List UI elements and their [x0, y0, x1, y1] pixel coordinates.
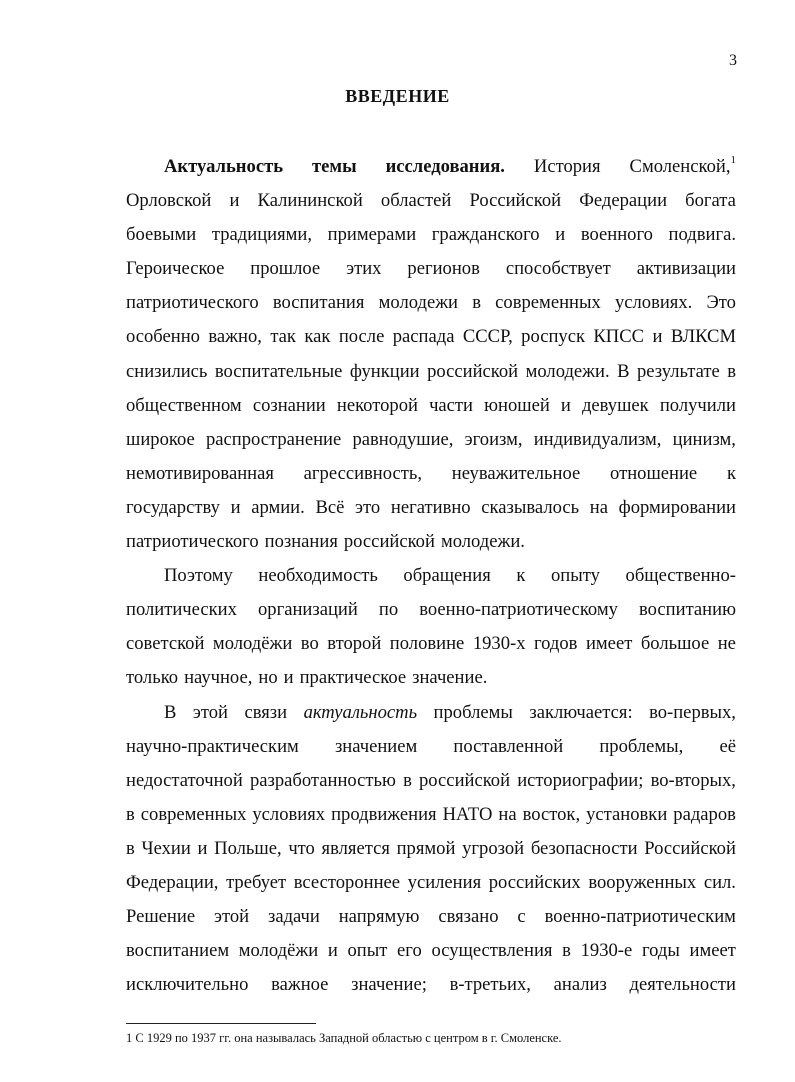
word: большое: [640, 633, 710, 655]
word: Всё: [315, 496, 345, 518]
word: воспитанию: [639, 599, 736, 621]
word: способствует: [505, 258, 611, 280]
word: распространение: [205, 428, 342, 450]
word: во-вторых,: [650, 769, 736, 791]
word: Федерации,: [126, 871, 219, 893]
text-line: [126, 559, 736, 593]
word: воспитательные: [214, 360, 343, 382]
page-number: 3: [729, 52, 737, 69]
word: российской: [427, 360, 519, 382]
word: имеет: [585, 633, 633, 655]
word: необходимость: [258, 565, 378, 587]
word: второй: [327, 633, 382, 655]
word: как: [304, 326, 331, 348]
text-line: [126, 320, 736, 354]
word: её: [719, 735, 736, 757]
word: недостаточной: [126, 769, 243, 791]
text-line: [126, 627, 736, 661]
word: этих: [346, 258, 382, 280]
word: советской: [126, 633, 205, 655]
word: государству: [126, 496, 220, 518]
text-line: [126, 457, 736, 491]
word: вооруженных: [588, 871, 697, 893]
text-line: [126, 832, 736, 866]
word: и: [229, 190, 240, 212]
word: в: [562, 940, 571, 962]
word: военно-патриотическому: [419, 599, 618, 621]
word: воспитанием: [126, 940, 230, 962]
word: к: [516, 565, 526, 587]
word: напрямую: [338, 906, 420, 928]
word: радаров: [673, 803, 736, 825]
word: анализ: [553, 974, 607, 996]
word: организаций: [258, 599, 358, 621]
word: юношей: [484, 394, 550, 416]
word: широкое: [126, 428, 195, 450]
word: Решение: [126, 906, 196, 928]
text-line: [126, 900, 736, 934]
word: молодежи.: [440, 531, 525, 553]
word: во-первых,: [649, 701, 736, 723]
word: патриотического: [126, 531, 259, 553]
word: поставленной: [453, 735, 564, 757]
word: молодежи.: [525, 360, 610, 382]
word: практическое: [299, 667, 407, 689]
word: актуальность: [303, 701, 418, 723]
word: в: [126, 803, 135, 825]
word: важно,: [208, 326, 262, 348]
word: функции: [349, 360, 420, 382]
text-line: [126, 661, 736, 695]
word: не: [717, 633, 736, 655]
word: условиях: [252, 803, 326, 825]
text-line: [126, 764, 736, 798]
word: что: [288, 837, 315, 859]
text-line: [126, 593, 736, 627]
word: на: [498, 803, 517, 825]
word: значение;: [351, 974, 427, 996]
word: на: [589, 496, 608, 518]
word: после: [338, 326, 385, 348]
word: Федерации: [579, 190, 668, 212]
word: боевыми: [126, 224, 197, 246]
word: немотивированная: [126, 462, 274, 484]
footnote: 1 С 1929 по 1937 гг. она называлась Западной областью с центром в г. Смоленске.: [126, 1031, 562, 1045]
word: гражданского: [431, 224, 540, 246]
word: традициями,: [211, 224, 313, 246]
word: половине: [389, 633, 465, 655]
word: задачи: [267, 906, 320, 928]
word: годов: [534, 633, 578, 655]
word: в-третьих,: [449, 974, 531, 996]
word: познания: [264, 531, 338, 553]
word: отношение: [610, 462, 698, 484]
word: патриотического: [126, 292, 259, 314]
word: и: [197, 837, 208, 859]
word: так: [270, 326, 296, 348]
word: Героическое: [126, 258, 225, 280]
word: Российской: [469, 190, 562, 212]
word: индивидуализм,: [533, 428, 662, 450]
word: современных: [140, 803, 247, 825]
word: снизились: [126, 360, 208, 382]
word: это: [355, 496, 381, 518]
word: российской: [419, 769, 511, 791]
word: Орловской: [126, 190, 212, 212]
footnote-separator: [126, 1023, 316, 1024]
word: историографии;: [517, 769, 644, 791]
word: проблемы,: [599, 735, 684, 757]
word: Польше,: [214, 837, 282, 859]
word: в: [727, 360, 736, 382]
word: в: [472, 292, 481, 314]
word: его: [397, 940, 422, 962]
word: 1930-е: [580, 940, 633, 962]
word: цинизм,: [672, 428, 736, 450]
word: молодежи: [378, 292, 459, 314]
word: значением: [334, 735, 418, 757]
word: регионов: [407, 258, 480, 280]
word: военного: [580, 224, 653, 246]
word: общественном: [126, 394, 242, 416]
word: и: [555, 224, 566, 246]
word: и: [230, 496, 241, 518]
word: политических: [126, 599, 237, 621]
word: и: [327, 940, 338, 962]
text-line: [126, 150, 736, 184]
word: безопасности: [530, 837, 638, 859]
word: исключительно: [126, 974, 249, 996]
word: и: [560, 394, 571, 416]
word: подвига.: [668, 224, 736, 246]
text-line: [126, 423, 736, 457]
word: КПСС: [593, 326, 645, 348]
text-line: [126, 184, 736, 218]
word: Поэтому: [164, 565, 233, 587]
word: Чехии: [141, 837, 191, 859]
text-line: [126, 525, 736, 559]
text-line: [126, 866, 736, 900]
footnote-marker: 1: [730, 153, 736, 166]
word: важное: [271, 974, 329, 996]
word: в: [126, 837, 135, 859]
text-line: [126, 286, 736, 320]
word: части: [429, 394, 473, 416]
word: областей: [380, 190, 452, 212]
text-line: [126, 218, 736, 252]
word: требует: [226, 871, 287, 893]
text-line: [126, 934, 736, 968]
text-line: [126, 252, 736, 286]
word: сознании: [252, 394, 326, 416]
word: Калининской: [257, 190, 363, 212]
text-line: [126, 730, 736, 764]
word: некоторой: [336, 394, 418, 416]
word: формировании: [618, 496, 736, 518]
word: этой: [192, 701, 228, 723]
word: и: [652, 326, 663, 348]
word: к: [726, 462, 736, 484]
section-title: ВВЕДЕНИЕ: [345, 86, 450, 106]
word: всестороннее: [293, 871, 401, 893]
word: молодёжи: [212, 633, 293, 655]
word: угрозой: [462, 837, 525, 859]
word: Смоленской,: [629, 156, 731, 177]
word: современных: [495, 292, 601, 314]
word: российской: [343, 531, 435, 553]
word: но: [258, 667, 278, 689]
word: получили: [659, 394, 736, 416]
word: негативно: [390, 496, 471, 518]
word: условиях.: [614, 292, 693, 314]
word: История: [533, 156, 601, 177]
word: Актуальность: [164, 156, 284, 177]
word: равнодушие,: [352, 428, 454, 450]
word: разработанностью: [249, 769, 396, 791]
word: научное,: [184, 667, 253, 689]
word: Российской: [644, 837, 736, 859]
word: продвижения: [331, 803, 437, 825]
word: молодёжи: [238, 940, 319, 962]
word: сказывалось: [481, 496, 580, 518]
word: темы: [312, 156, 357, 177]
word: осуществления: [431, 940, 553, 962]
word: агрессивность,: [303, 462, 423, 484]
word: прямой: [396, 837, 456, 859]
word: общественно-: [625, 565, 736, 587]
word: роспуск: [521, 326, 585, 348]
word: усиления: [407, 871, 482, 893]
word: активизации: [636, 258, 736, 280]
word: распада: [392, 326, 455, 348]
text-line: [126, 968, 736, 1002]
word: опыт: [347, 940, 388, 962]
text-line: [126, 491, 736, 525]
word: военно-патриотическим: [544, 906, 736, 928]
word: является: [321, 837, 390, 859]
word: связи: [244, 701, 288, 723]
word: В: [617, 360, 630, 382]
word-with-footnote: [630, 150, 736, 184]
word: значение.: [412, 667, 488, 689]
word: армии.: [251, 496, 305, 518]
word: прошлое: [250, 258, 321, 280]
word: неуважительное: [451, 462, 581, 484]
word: имеет: [689, 940, 736, 962]
word: деятельности: [629, 974, 736, 996]
text-line: [126, 355, 736, 389]
word: по: [378, 599, 399, 621]
word: и: [283, 667, 294, 689]
word: 1930-х: [472, 633, 526, 655]
word: эгоизм,: [464, 428, 523, 450]
word: результате: [636, 360, 720, 382]
word: девушек: [581, 394, 649, 416]
word: ВЛКСМ: [670, 326, 736, 348]
word: с: [517, 906, 526, 928]
word: российских: [488, 871, 581, 893]
word: примерами: [327, 224, 417, 246]
word: сил.: [703, 871, 736, 893]
word: этой: [213, 906, 250, 928]
word: во: [300, 633, 319, 655]
word: Это: [706, 292, 736, 314]
word: проблемы: [433, 701, 513, 723]
word: научно-практическим: [126, 735, 299, 757]
word: восток,: [522, 803, 581, 825]
word: только: [126, 667, 179, 689]
body-text: [126, 150, 736, 1002]
text-line: [126, 798, 736, 832]
word: установки: [586, 803, 668, 825]
word: В: [164, 701, 177, 723]
word: особенно: [126, 326, 200, 348]
word: в: [403, 769, 412, 791]
word: СССР,: [462, 326, 513, 348]
word: НАТО: [442, 803, 493, 825]
word: связано: [438, 906, 499, 928]
word: опыту: [551, 565, 600, 587]
word: заключается:: [529, 701, 633, 723]
word: богата: [685, 190, 736, 212]
word: годы: [641, 940, 680, 962]
word: обращения: [403, 565, 491, 587]
word: воспитания: [272, 292, 365, 314]
text-line: [126, 696, 736, 730]
word: исследования.: [385, 156, 505, 177]
text-line: [126, 389, 736, 423]
